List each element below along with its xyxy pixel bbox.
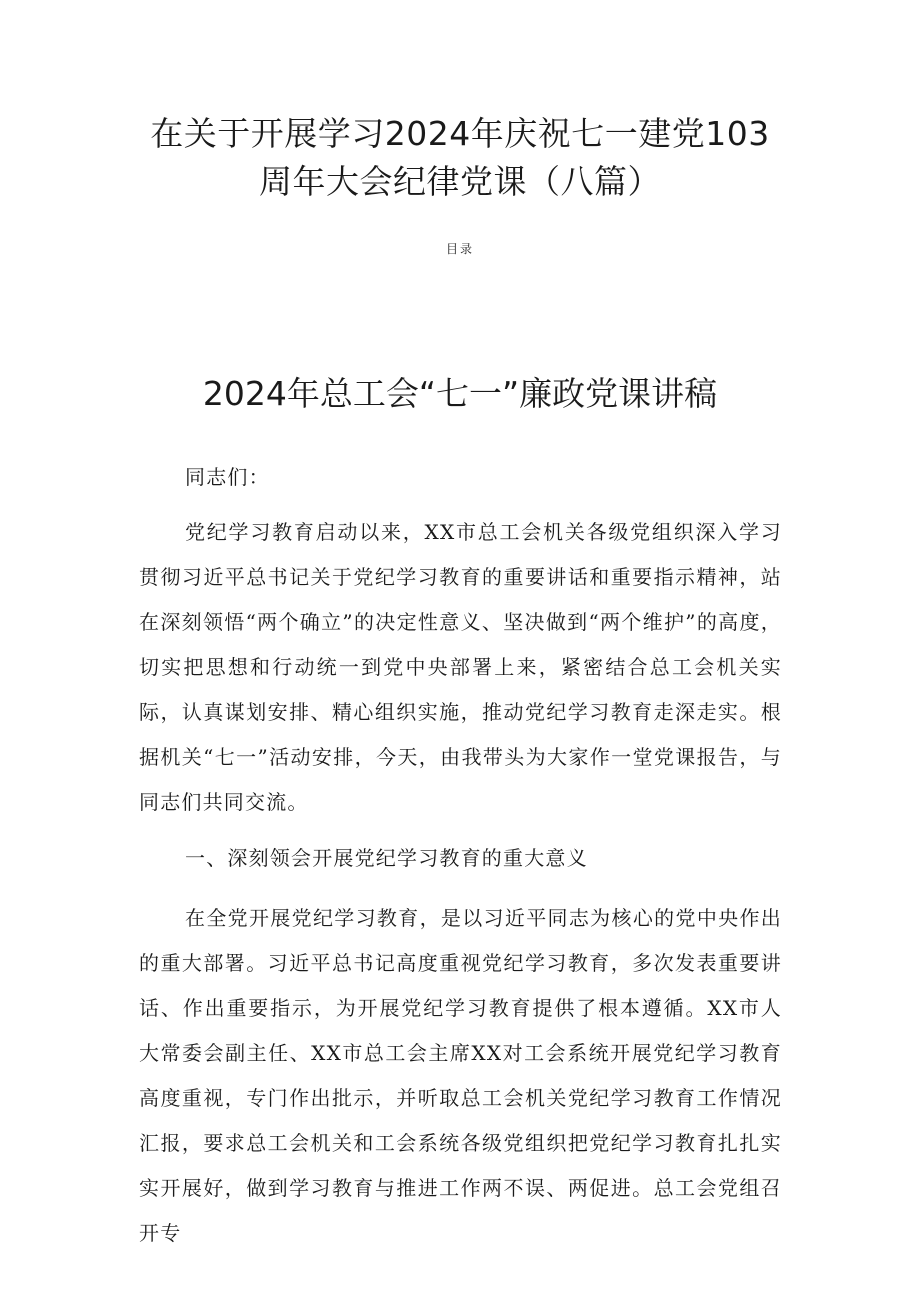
section-title: 2024年总工会“七一”廉政党课讲稿 — [202, 374, 718, 413]
paragraph-significance-text: 在全党开展党纪学习教育，是以习近平同志为核心的党中央作出的重大部署。习近平总书记高度重视党纪学习教育，多次发表重要讲话、作出重要指示，为开展党纪学习教育提供了根本遵循。XX市人大常委会副主任、XX市总工会主席XX对工会系统开展党纪学习教育高度重视，专门作出批示，并听取总工会机关党纪学习教育工作情况汇报，要求总工会机关和工会系统各级党组织把党纪学习教育扎扎实实开展好，做到学习教育与推进工作两不误、两促进。总工会党组召开专 — [139, 906, 782, 1245]
document-title — [130, 110, 790, 206]
table-of-contents-label: 目录 — [445, 242, 474, 256]
paragraph-significance — [139, 896, 782, 1256]
paragraph-intro — [139, 510, 782, 825]
document-title-line-2: 周年大会纪律党课（八篇） — [259, 162, 661, 201]
paragraph-intro-text: 党纪学习教育启动以来，XX市总工会机关各级党组织深入学习贯彻习近平总书记关于党纪学习教育的重要讲话和重要指示精神，站在深刻领悟“两个确立”的决定性意义、坚决做到“两个维护”的高度，切实把思想和行动统一到党中央部署上来，紧密结合总工会机关实际，认真谋划安排、精心组织实施，推动党纪学习教育走深走实。根据机关“七一”活动安排，今天，由我带头为大家作一堂党课报告，与同志们共同交流。 — [139, 520, 782, 814]
subheading-1: 一、深刻领会开展党纪学习教育的重大意义 — [185, 846, 588, 870]
salutation: 同志们： — [185, 465, 270, 489]
document-title-line-1: 在关于开展学习2024年庆祝七一建党103 — [150, 114, 770, 153]
